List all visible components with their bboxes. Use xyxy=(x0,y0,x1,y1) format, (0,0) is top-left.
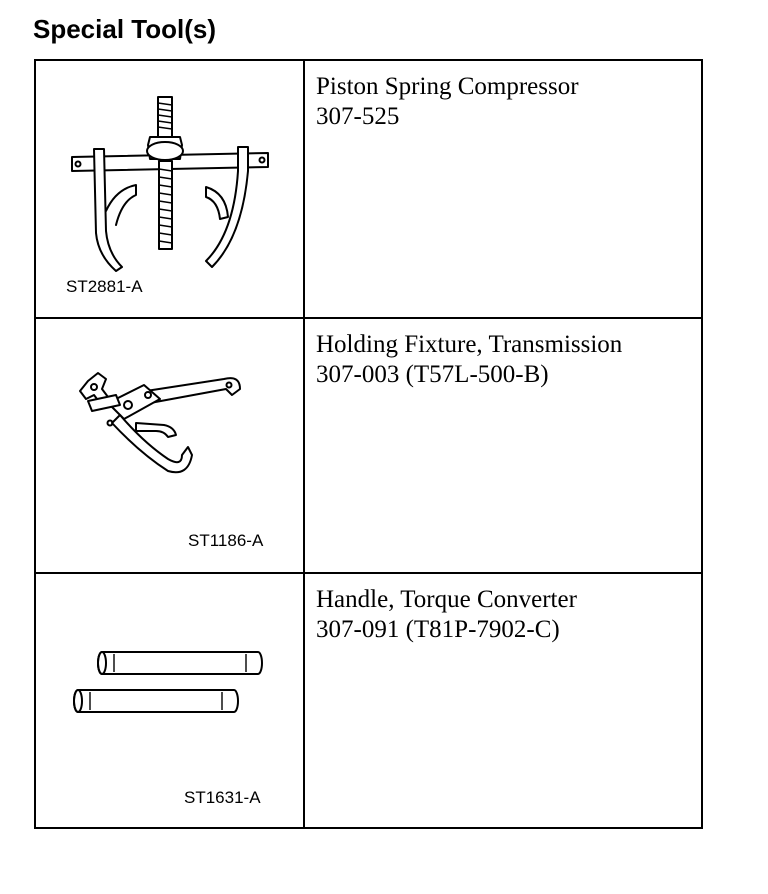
table-row xyxy=(35,573,702,828)
tool-name: Holding Fixture, Transmission xyxy=(316,331,623,358)
tool-illustration-cell xyxy=(35,573,304,828)
tool-number: 307-091 (T81P-7902-C) xyxy=(316,616,560,643)
torque-converter-handle-drawing xyxy=(36,574,303,827)
tool-description-cell xyxy=(304,573,702,828)
tool-name: Handle, Torque Converter xyxy=(316,586,577,613)
tool-code: ST1186-A xyxy=(188,531,264,550)
tool-description-cell xyxy=(304,60,702,318)
tool-code: ST2881-A xyxy=(66,277,143,296)
page-title: Special Tool(s) xyxy=(33,14,216,44)
tool-illustration-cell xyxy=(35,60,304,318)
tool-illustration-cell xyxy=(35,318,304,573)
tool-name: Piston Spring Compressor xyxy=(316,73,579,100)
tool-number: 307-003 (T57L-500-B) xyxy=(316,361,549,388)
tool-description-cell xyxy=(304,318,702,573)
special-tools-table xyxy=(34,59,703,829)
table-row xyxy=(35,60,702,318)
table-row xyxy=(35,318,702,573)
tool-code: ST1631-A xyxy=(184,788,261,807)
tool-number: 307-525 xyxy=(316,103,400,130)
